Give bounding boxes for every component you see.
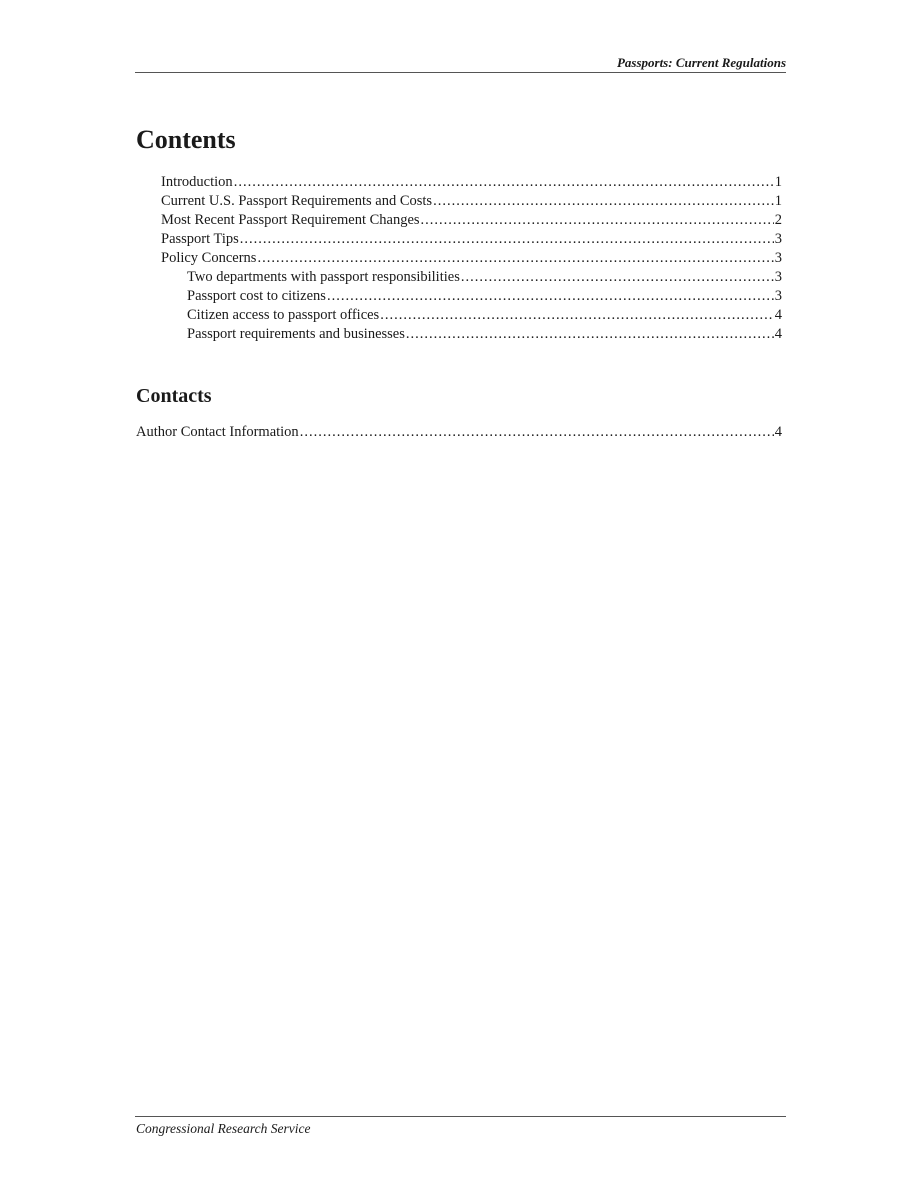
toc-entry-title: Passport Tips	[161, 231, 239, 247]
toc-leader-dots	[257, 249, 773, 268]
toc-leader-dots	[461, 268, 774, 287]
toc-entry-title: Two departments with passport responsibilities	[187, 269, 460, 285]
toc-entry-title: Policy Concerns	[161, 250, 257, 266]
toc-entry-introduction[interactable]	[161, 173, 782, 192]
toc-entry-requirements-businesses[interactable]	[161, 325, 782, 344]
toc-leader-dots	[240, 230, 774, 249]
toc-entry-title: Passport requirements and businesses	[187, 326, 405, 342]
toc-entry-page: 4	[774, 326, 782, 342]
toc-entry-policy-concerns[interactable]	[161, 249, 782, 268]
toc-entry-title: Citizen access to passport offices	[187, 307, 380, 323]
toc-leader-dots	[406, 325, 774, 344]
toc-entry-title: Current U.S. Passport Requirements and Costs	[161, 193, 433, 209]
toc-entry-passport-cost[interactable]	[161, 287, 782, 306]
toc-leader-dots	[433, 192, 774, 211]
toc-entry-current-requirements[interactable]	[161, 192, 782, 211]
toc-entry-title: Author Contact Information	[136, 424, 299, 440]
toc-leader-dots	[421, 211, 774, 230]
toc-entry-page: 3	[774, 269, 782, 285]
toc-entry-page: 3	[774, 288, 782, 304]
toc-leader-dots	[380, 306, 774, 325]
toc-entry-page: 3	[774, 250, 782, 266]
toc-entry-page: 4	[774, 307, 782, 323]
toc-entry-title: Introduction	[161, 174, 233, 190]
toc-entry-recent-changes[interactable]	[161, 211, 782, 230]
toc-entry-title: Most Recent Passport Requirement Changes	[161, 212, 420, 228]
toc-entry-page: 1	[774, 193, 782, 209]
toc-entry-citizen-access[interactable]	[161, 306, 782, 325]
contacts-list	[136, 423, 782, 442]
toc-entry-author-contact[interactable]	[136, 423, 782, 442]
toc-entry-page: 2	[774, 212, 782, 228]
footer-text: Congressional Research Service	[136, 1121, 311, 1136]
toc-leader-dots	[234, 173, 774, 192]
toc-leader-dots	[327, 287, 774, 306]
running-title: Passports: Current Regulations	[616, 55, 786, 70]
toc-entry-page: 3	[774, 231, 782, 247]
toc-entry-passport-tips[interactable]	[161, 230, 782, 249]
toc-entry-page: 1	[774, 174, 782, 190]
toc-entry-title: Passport cost to citizens	[187, 288, 326, 304]
toc-entry-two-departments[interactable]	[161, 268, 782, 287]
table-of-contents	[161, 173, 782, 344]
contents-heading: Contents	[136, 125, 236, 154]
toc-entry-page: 4	[774, 424, 782, 440]
page-footer	[135, 1116, 786, 1136]
toc-leader-dots	[300, 423, 774, 442]
contacts-heading: Contacts	[136, 385, 212, 407]
page-header	[135, 56, 786, 73]
